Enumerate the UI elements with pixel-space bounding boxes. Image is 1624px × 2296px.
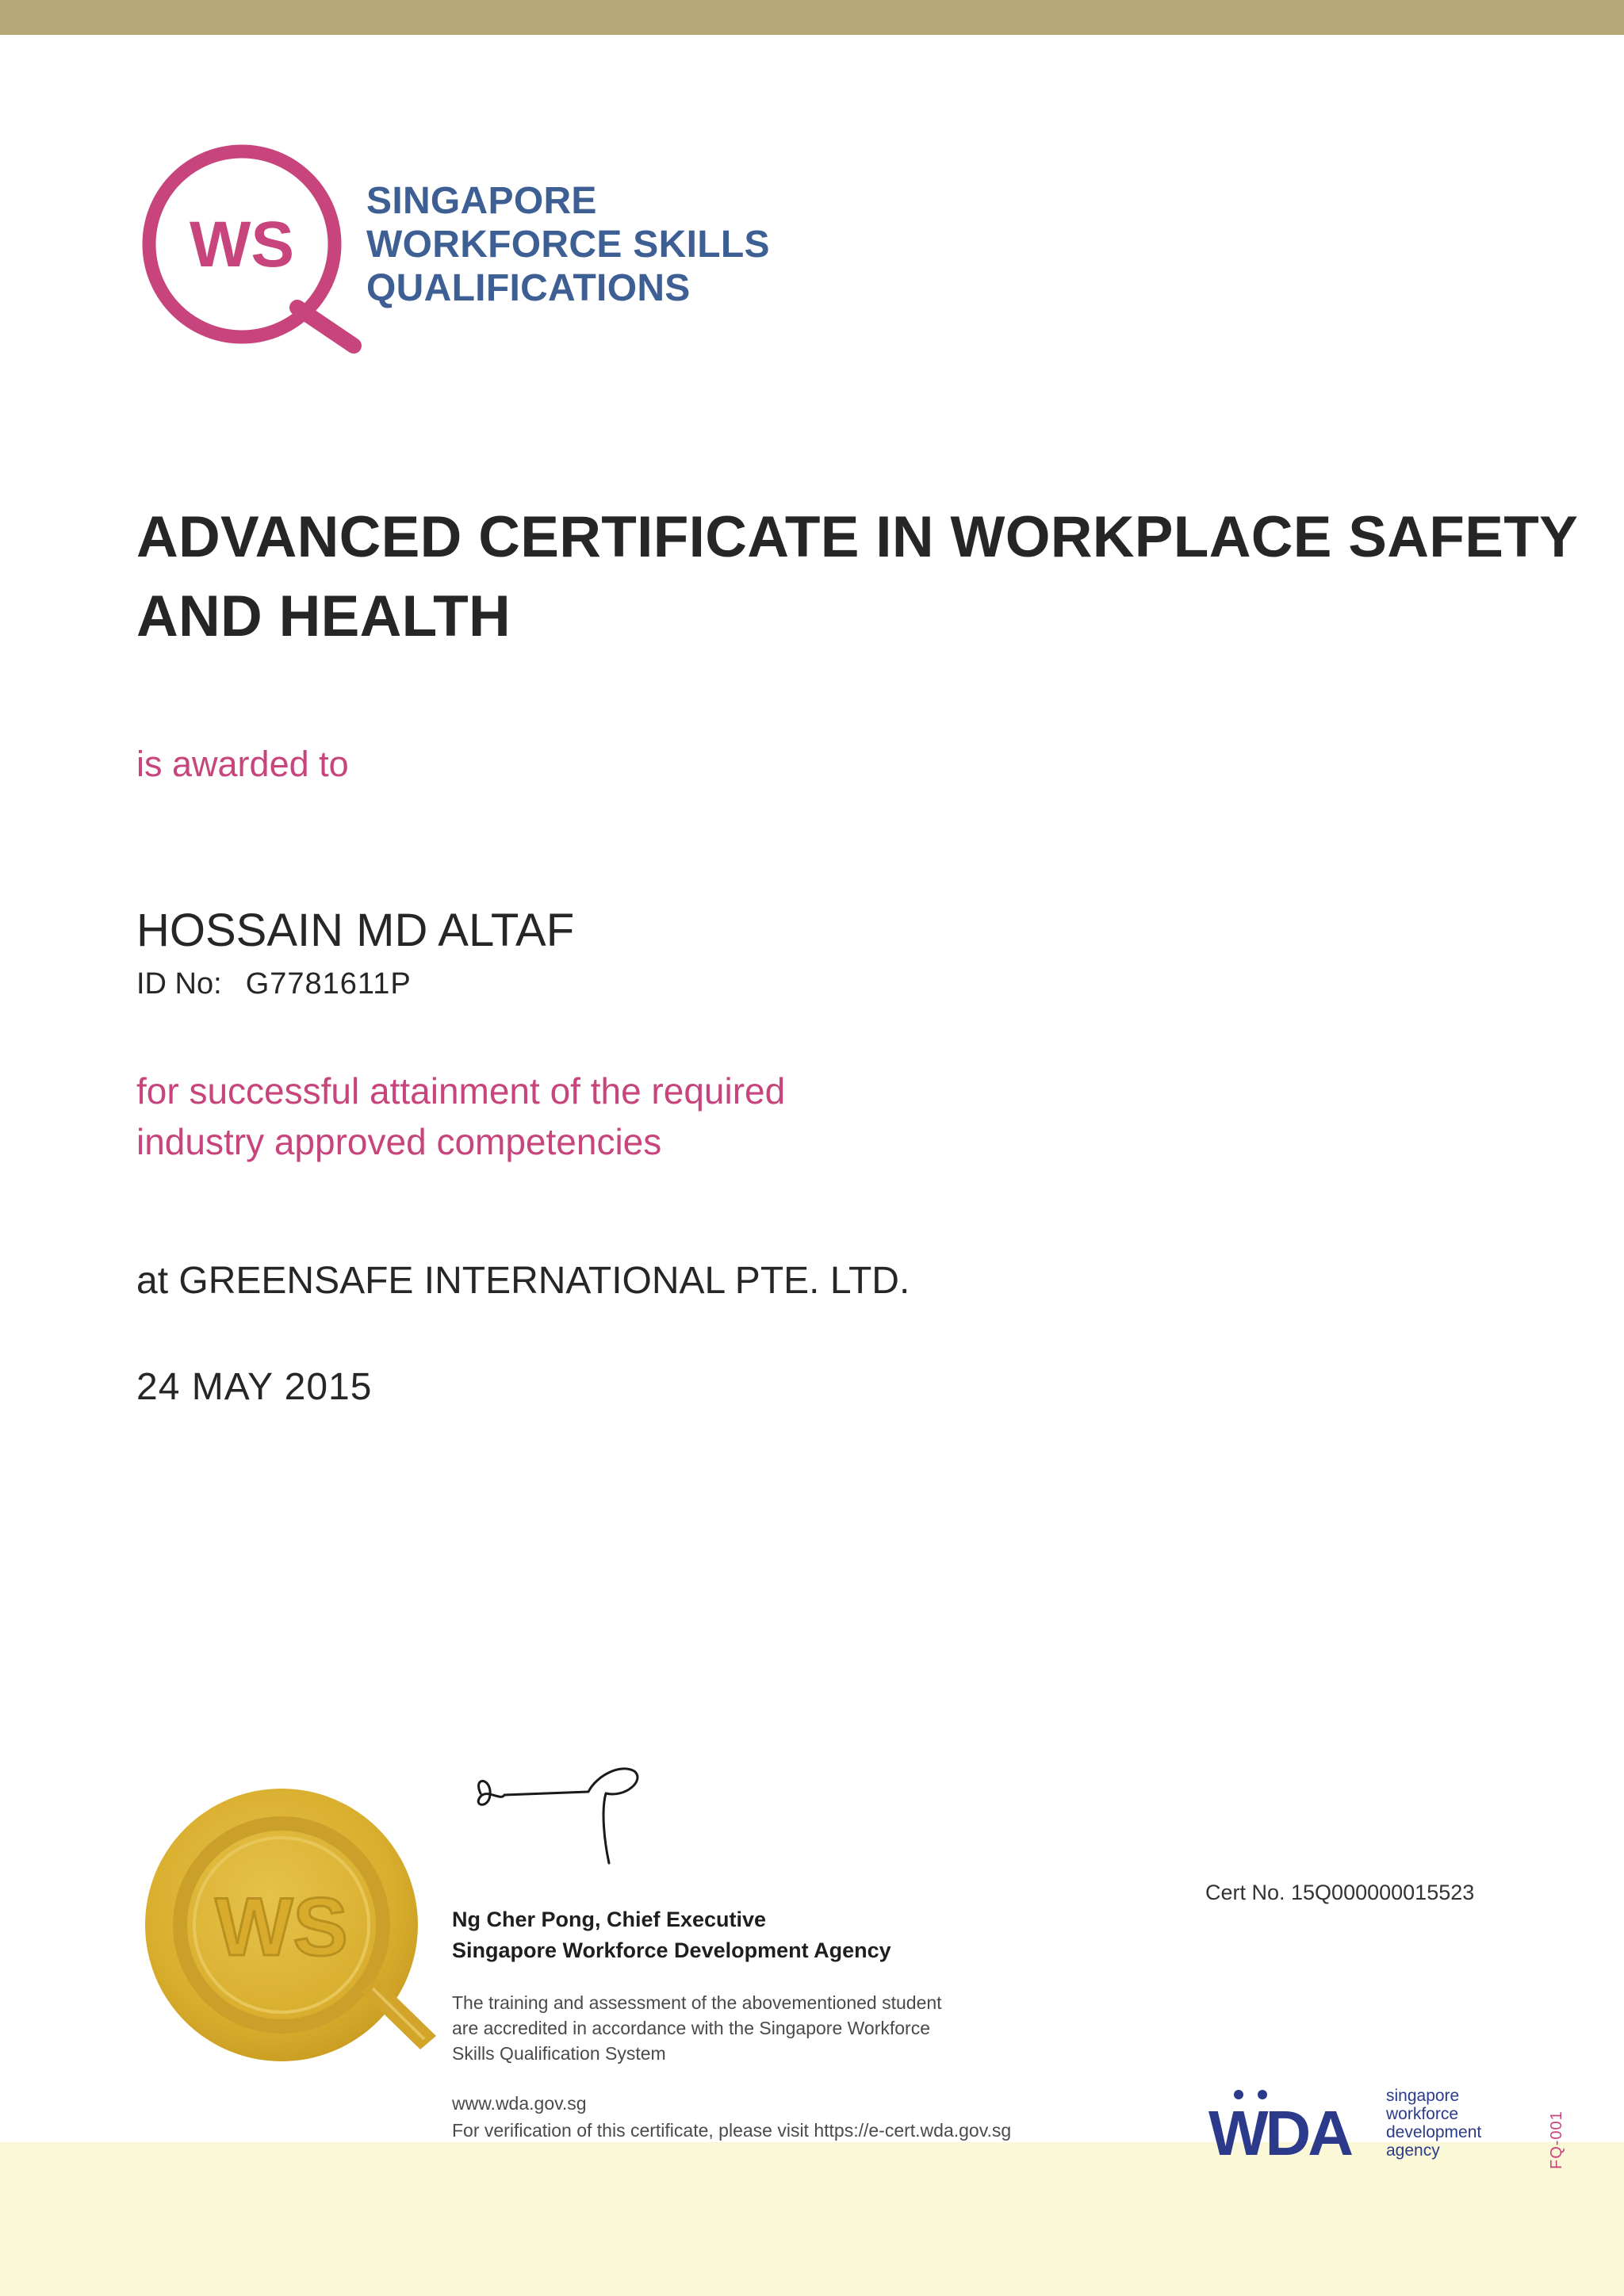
org-name-line-1: SINGAPORE [366,180,597,222]
wda-subtitle-line-4: agency [1386,2141,1440,2160]
org-name [366,179,770,310]
gold-seal [135,1784,452,2077]
form-code: FQ-001 [1548,2110,1565,2169]
signature [469,1762,660,1873]
id-row [136,967,412,1001]
top-border-band [0,0,1624,35]
attainment-line-1: for successful attainment of the required [136,1070,786,1112]
wda-subtitle-line-3: development [1386,2123,1482,2141]
id-value: G7781611P [245,967,412,1001]
signatory-agency: Singapore Workforce Development Agency [452,1938,891,1962]
awarded-to-text: is awarded to [136,744,349,784]
accreditation-note-line-2: are accredited in accordance with the Singapore Workforce [452,2018,931,2038]
attainment-text [136,1066,785,1167]
certificate-title-line-1: ADVANCED CERTIFICATE IN WORKPLACE SAFETY [136,505,1579,569]
accreditation-note [452,1990,942,2066]
bottom-security-band [0,2142,1624,2296]
seal-letters: WS [215,1881,348,1973]
certificate-title [136,498,1579,656]
attainment-line-2: industry approved competencies [136,1121,662,1162]
org-name-line-2: WORKFORCE SKILLS [366,224,770,266]
id-label: ID No: [136,967,222,1001]
wsq-logo-letters: WS [189,209,295,281]
accreditation-note-line-1: The training and assessment of the abovementioned student [452,1992,942,2013]
training-provider: at GREENSAFE INTERNATIONAL PTE. LTD. [136,1260,910,1302]
wda-subtitle-line-2: workforce [1386,2105,1459,2123]
certificate-title-line-2: AND HEALTH [136,584,511,649]
certificate-number: Cert No. 15Q000000015523 [1205,1881,1475,1904]
signatory-block [452,1904,891,1966]
org-name-line-3: QUALIFICATIONS [366,267,691,309]
wda-logo [1205,2087,1388,2158]
signatory-name: Ng Cher Pong, Chief Executive [452,1908,767,1931]
award-date: 24 MAY 2015 [136,1366,373,1408]
website-link[interactable]: www.wda.gov.sg [452,2093,587,2114]
wsq-logo [135,141,373,355]
recipient-name: HOSSAIN MD ALTAF [136,905,575,956]
wda-subtitle-line-1: singapore [1386,2087,1460,2105]
verification-block [452,2090,1011,2144]
accreditation-note-line-3: Skills Qualification System [452,2043,666,2064]
wda-logo-letters: WDA [1208,2098,1351,2158]
wda-subtitle [1386,2087,1481,2160]
verification-text[interactable]: For verification of this certificate, please visit https://e-cert.wda.gov.sg [452,2120,1012,2141]
